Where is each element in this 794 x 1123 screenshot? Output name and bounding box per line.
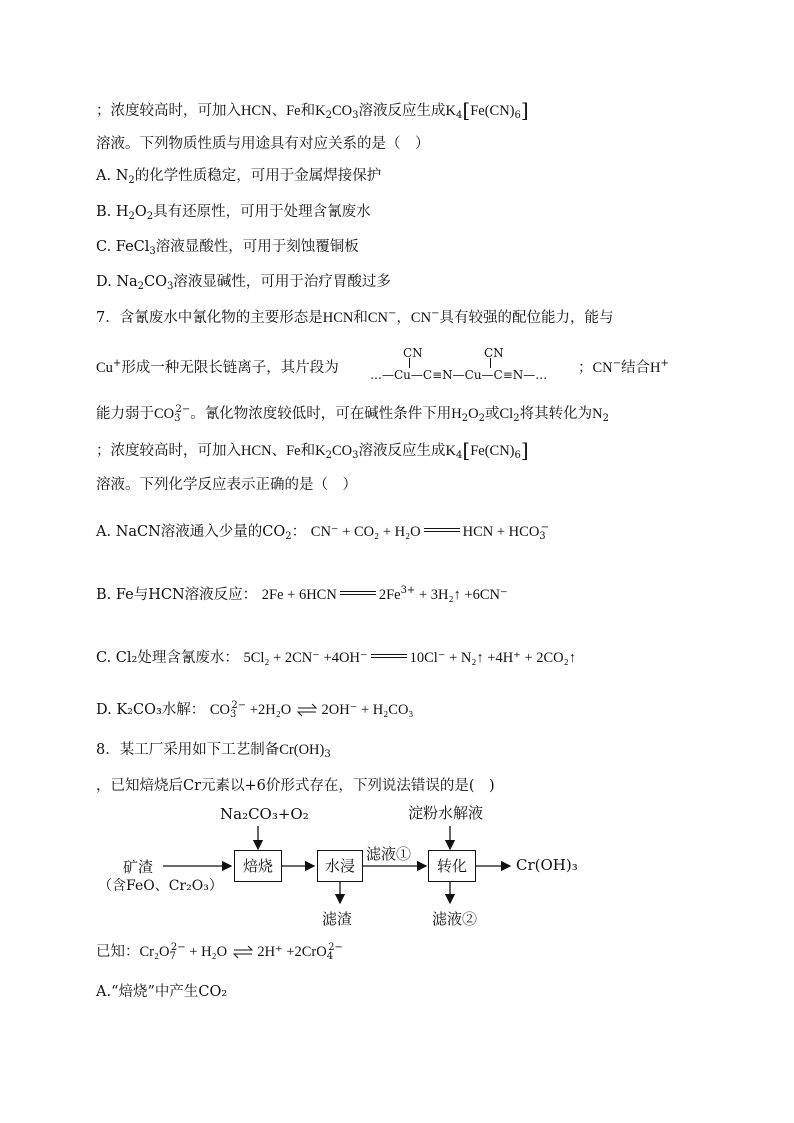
reagent-label: 淀粉水解液 (408, 804, 484, 822)
text: CN (592, 360, 613, 376)
equation-right: + 3H₂↑ +6CN⁻ (415, 587, 508, 603)
q7-option-a: A. NaCN溶液通入少量的$CO_2$： CN⁻ + CO₂ + H₂O HCN + $HCO_3^-$ (96, 522, 550, 542)
text: C. Cl₂处理含氰废水： (96, 650, 239, 666)
reagent-label: Na₂CO₃+O₂ (220, 805, 309, 823)
text: CN (367, 310, 389, 326)
chain-cn-label: CN (484, 346, 504, 360)
text: D. K₂CO₃水解： (96, 702, 206, 718)
q7-stem-line-3: 能力弱于$CO_3^{2-}$。氰化物浓度较低时，可在碱性条件下用$H_2O_2$或$Cl_2$将其转化为$N_2$ (96, 404, 609, 424)
text: H (451, 406, 462, 422)
text: ： (291, 524, 307, 540)
q7-option-d: D. K₂CO₃水解： $CO_3^{2-} +2H_2O$ 2OH⁻ + H₂CO₃ (96, 700, 414, 720)
q6-option-d: D. $Na_2CO_3$溶液显碱性，可用于治疗胃酸过多 (96, 274, 391, 292)
filtrate-label: 滤液② (432, 910, 478, 928)
process-box-convert: 转化 (428, 850, 476, 882)
filtrate-label: 滤液① (366, 845, 412, 863)
text: 结合 (621, 360, 651, 376)
text: 的化学性质稳定，可用于金属焊接保护 (134, 168, 382, 184)
q7-stem-line-2: Cu+形成一种无限长链离子，其片段为 (96, 358, 339, 376)
equation-left: 2Fe + 6HCN (261, 587, 337, 603)
text: ， (396, 310, 411, 326)
equation-right: 2Fe (378, 587, 401, 603)
text: K (315, 103, 326, 119)
text: O (134, 204, 147, 220)
text: CN (410, 310, 432, 326)
text: ；浓度较高时，可加入 (96, 443, 241, 459)
text: 和 (353, 310, 368, 326)
text: Fe(CN) (470, 103, 515, 119)
q6-option-c: C. FeCl$_3$溶液显酸性，可用于刻蚀覆铜板 (96, 239, 359, 257)
q7-stem-line-4: ；浓度较高时，可加入HCN、Fe和$K_2CO_3$溶液反应生成$K_4[Fe(CN)_6]$ (96, 438, 529, 462)
text: O (468, 406, 479, 422)
text: 具有还原性，可用于处理含氰废水 (153, 204, 371, 220)
q6-option-a: A. $N_2$的化学性质稳定，可用于金属焊接保护 (96, 168, 382, 186)
text: 溶液反应生成 (358, 103, 446, 119)
text: 具有较强的配位能力，能与 (439, 310, 614, 326)
q8-option-a: A.“焙烧”中产生CO₂ (96, 984, 228, 1000)
equation-right: 2OH⁻ + H₂CO₃ (317, 702, 414, 718)
text: Cl (499, 406, 514, 422)
residue-label: 滤渣 (322, 910, 353, 928)
text: A. N (96, 168, 129, 184)
text: B. Fe与HCN溶液反应： (96, 587, 258, 603)
text: 溶液反应生成 (358, 443, 446, 459)
text: 能力弱于 (96, 406, 154, 422)
process-box-leach: 水浸 (317, 850, 363, 882)
text: CO (331, 443, 353, 459)
text: 7．含氰废水中氰化物的主要形态是 (96, 310, 323, 326)
text: H (650, 360, 661, 376)
text: ； (578, 360, 593, 376)
text: B. H (96, 204, 129, 220)
text: N (592, 406, 603, 422)
q8-known-equation: 已知：$Cr_2O_7^{2-} + H_2O$ 2H⁺ +2CrO$_4^{2-}$ (96, 942, 343, 962)
text: HCN、Fe (241, 443, 301, 459)
q7-option-b: B. Fe与HCN溶液反应： 2Fe + 6HCN $2Fe^{3+}$ + 3H₂↑ +6CN⁻ (96, 585, 508, 603)
text: Cr(OH) (279, 742, 325, 758)
text: 将其转化为 (519, 406, 593, 422)
equation-right: 10Cl⁻ + N₂↑ +4H⁺ + 2CO₂↑ (409, 650, 576, 666)
top-line-1: ；浓度较高时，可加入HCN、Fe和$K_2CO_3$溶液反应生成$K_4[Fe(CN)_6]$ (96, 98, 529, 122)
text: HCN、Fe (241, 103, 301, 119)
text: K (315, 443, 326, 459)
text: 已知： (96, 944, 140, 960)
text: 8．某工厂采用如下工艺制备 (96, 742, 280, 758)
chain-cn-label: CN (403, 346, 423, 360)
equation-left: Cr₂O (139, 944, 170, 960)
q8-stem-line-1: 8．某工厂采用如下工艺制备$Cr(OH)_3$ (96, 742, 331, 760)
text: K (445, 103, 456, 119)
feed-label: 矿渣 (123, 858, 154, 876)
equation-right: 2H⁺ +2CrO (253, 944, 327, 960)
text: HCN (322, 310, 354, 326)
q6-option-b: B. $H_2O_2$具有还原性，可用于处理含氰废水 (96, 204, 371, 222)
text: Fe(CN) (470, 443, 515, 459)
text: ；浓度较高时，可加入 (96, 103, 241, 119)
text: 溶液显碱性，可用于治疗胃酸过多 (173, 274, 391, 290)
text: CO (331, 103, 353, 119)
text: 和 (300, 443, 316, 459)
equation-left: CN⁻ + CO₂ + H₂O (310, 524, 421, 540)
text: K (445, 443, 456, 459)
text: 和 (300, 103, 316, 119)
equilibrium-arrow-icon (232, 944, 254, 960)
text: CO (154, 406, 175, 422)
text: 。氰化物浓度较低时，可在碱性条件下用 (190, 406, 452, 422)
chain-row: …—Cu—C≡N—Cu—C≡N—… (370, 368, 548, 382)
q8-stem-line-2: ，已知焙烧后Cr元素以+6价形式存在，下列说法错误的是( ) (96, 778, 495, 794)
process-box-roast: 焙烧 (234, 850, 282, 882)
equation-right: HCN + HCO (462, 524, 540, 540)
text: C. FeCl (96, 239, 150, 255)
q7-stem-line-1: 7．含氰废水中氰化物的主要形态是HCN和CN−，CN−具有较强的配位能力，能与 (96, 308, 614, 326)
text: CO (144, 274, 168, 290)
text: A. NaCN溶液通入少量的CO (96, 524, 286, 540)
text: 形成一种无限长链离子，其片段为 (121, 360, 339, 376)
text: 或 (485, 406, 500, 422)
text: 溶液显酸性，可用于刻蚀覆铜板 (155, 239, 359, 255)
feed-composition: （含FeO、Cr₂O₃） (98, 878, 223, 894)
equation-middle: +2H₂O (246, 702, 292, 718)
q7-stem-line-5: 溶液。下列化学反应表示正确的是（ ） (96, 477, 357, 493)
equation-left: CO (209, 702, 231, 718)
equation-left: 5Cl₂ + 2CN⁻ +4OH⁻ (243, 650, 368, 666)
q7-stem-line-2b: ；CN−结合H+ (578, 358, 669, 376)
equation-middle: + H₂O (185, 944, 228, 960)
product-label: Cr(OH)₃ (516, 856, 578, 874)
text: Cu (96, 360, 113, 376)
top-line-2: 溶液。下列物质性质与用途具有对应关系的是（ ） (96, 136, 430, 152)
text: D. Na (96, 274, 138, 290)
